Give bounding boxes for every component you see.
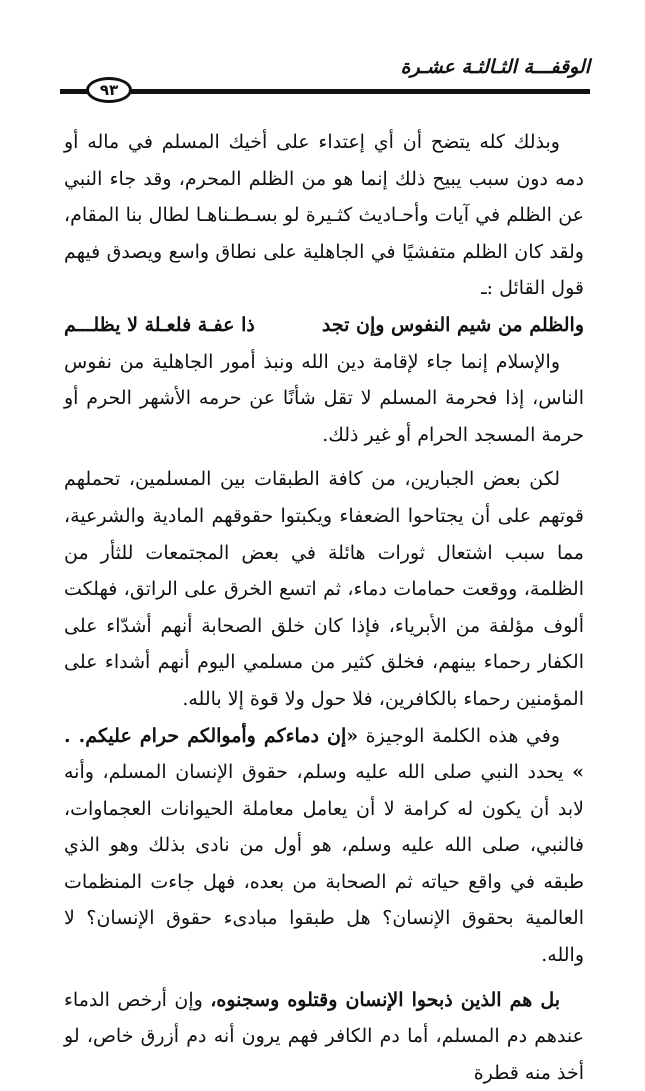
- verse-first-hemistich: والظلم من شيم النفوس وإن تجد: [321, 313, 584, 336]
- paragraph: لكن بعض الجبارين، من كافة الطبقات بين المسلمين، تحملهم قوتهم على أن يجتاحوا الضعفاء ويكبتوا حقوقهم المادية والشرعية، مما سبب اشتعال ثورات هائلة في بعض المجتمعات للثأر من الظلمة، ووقعت حمامات دماء، ثم اتسع الخرق على الراتق، فهلكت ألوف مؤلفة من الأبرياء، فإذا كان خلق الصحابة أنهم أشدّاء على الكفار رحماء بينهم، فخلق كثير من مسلمي اليوم أنهم أشداء على المؤمنين رحماء بالكافرين، فلا حول ولا قوة إلا بالله.: [64, 468, 584, 710]
- paragraph: [64, 718, 584, 974]
- body-text: [64, 124, 584, 1091]
- paragraph: والإسلام إنما جاء لإقامة دين الله ونبذ أمور الجاهلية من نفوس الناس، إذا فحرمة المسلم لا تقل شأنًا عن حرمه الأشهر الحرم أو حرمة المسجد الحرام أو غير ذلك.: [64, 350, 584, 446]
- paragraph-lead: وفي هذه الكلمة الوجيزة: [365, 724, 560, 747]
- hadith-quote: «إن دماءكم وأموالكم حرام عليكم. . »: [64, 724, 584, 784]
- chapter-title: الوقفـــة الثـالثـة عشـرة: [400, 56, 590, 78]
- poetry-verse: [64, 307, 584, 344]
- verse-second-hemistich: ذا عفـة فلعـلة لا يظلـــم: [64, 313, 255, 336]
- page-number: ٩٣: [86, 77, 132, 103]
- paragraph-continuation: وإن أرخص الدماء عندهم دم المسلم، أما دم الكافر فهم يرون أنه دم أزرق خاص، لو أخذ منه قطرة: [64, 988, 584, 1084]
- emphasized-text: بل هم الذين ذبحوا الإنسان وقتلوه وسجنوه،: [210, 988, 560, 1011]
- paragraph-continuation: يحدد النبي صلى الله عليه وسلم، حقوق الإنسان المسلم، وأنه لابد أن يكون له كرامة لا أن يعامل معاملة الحيوانات العجماوات، فالنبي، صلى الله عليه وسلم، هو أول من نادى بذلك وهو الذي طبقه في واقع حياته ثم الصحابة من بعده، فهل جاءت المنظمات العالمية بحقوق الإنسان؟ هل طبقوا مبادىء حقوق الإنسان؟ لا والله.: [64, 761, 584, 967]
- header-rule-left: [60, 89, 88, 94]
- running-header: [60, 56, 590, 104]
- paragraph: [64, 982, 584, 1091]
- paragraph: وبذلك كله يتضح أن أي إعتداء على أخيك المسلم في ماله أو دمه دون سبب يبيح ذلك إنما هو من الظلم المحرم، وقد جاء النبي عن الظلم في آيات وأحـاديث كثـيرة لو بسـطـناهـا لطال بنا المقام، ولقد كان الظلم متفشيًا في الجاهلية على نطاق واسع ويصدق فيهم قول القائل :ـ: [64, 131, 584, 300]
- header-rule: [130, 89, 590, 94]
